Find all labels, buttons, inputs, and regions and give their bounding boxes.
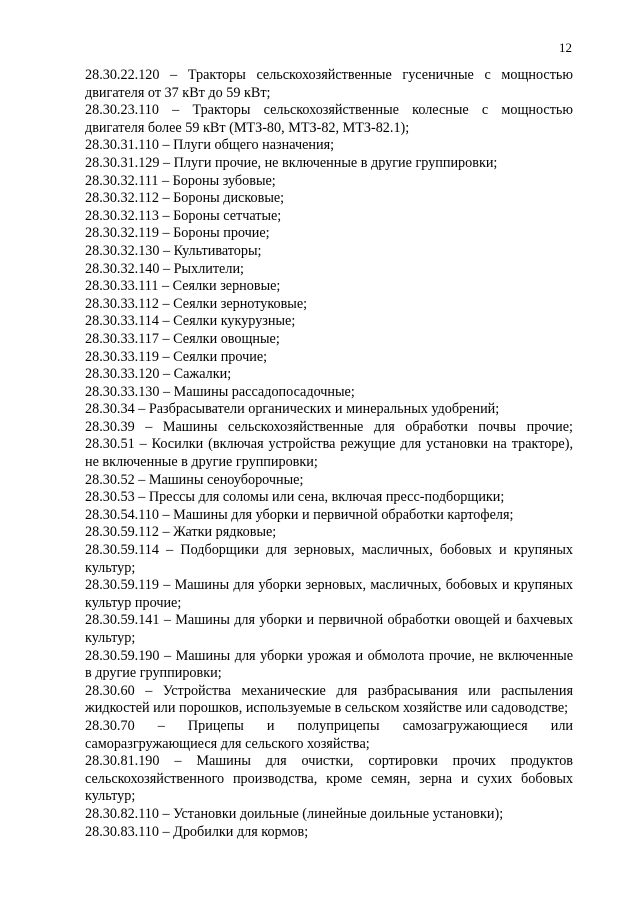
list-item: 28.30.54.110 – Машины для уборки и первичной обработки картофеля; [85,506,514,523]
list-item: 28.30.33.114 – Сеялки кукурузные; [85,313,296,330]
list-item: 28.30.32.140 – Рыхлители; [85,260,244,277]
list-item: 28.30.59.190 – Машины для уборки урожая и обмолота прочие, не включенные в другие группировки; [85,647,573,682]
list-item: 28.30.31.110 – Плуги общего назначения; [85,137,335,154]
list-item: 28.30.51 – Косилки (включая устройства режущие для установки на тракторе), не включенные в другие группировки; [85,436,573,471]
list-item: 28.30.22.120 – Тракторы сельскохозяйственные гусеничные с мощностью двигателя от 37 кВт до 59 кВт; [85,67,573,101]
classifier-list [85,67,573,841]
list-item: 28.30.83.110 – Дробилки для кормов; [85,823,309,840]
list-item: 28.30.82.110 – Установки доильные (линейные доильные установки); [85,805,504,822]
list-item: 28.30.59.114 – Подборщики для зерновых, масличных, бобовых и крупяных культур; [85,542,573,576]
list-item: 28.30.34 – Разбрасыватели органических и минеральных удобрений; [85,401,500,418]
list-item: 28.30.32.119 – Бороны прочие; [85,225,270,242]
list-item: 28.30.33.112 – Сеялки зернотуковые; [85,295,308,312]
list-item: 28.30.23.110 – Тракторы сельскохозяйственные колесные с мощностью двигателя более 59 кВт (МТЗ-80, МТЗ-82, МТЗ-82.1); [85,102,573,136]
list-item: 28.30.53 – Прессы для соломы или сена, включая пресс-подборщики; [85,489,505,506]
list-item: 28.30.33.117 – Сеялки овощные; [85,330,280,347]
list-item: 28.30.81.190 – Машины для очистки, сортировки прочих продуктов сельскохозяйственного производства, кроме семян, зерна и сухих бобовых культур; [85,753,573,805]
list-item: 28.30.32.111 – Бороны зубовые; [85,172,276,189]
list-item: 28.30.32.112 – Бороны дисковые; [85,190,285,207]
list-item: 28.30.32.130 – Культиваторы; [85,242,262,259]
list-item: 28.30.33.120 – Сажалки; [85,366,232,383]
list-item: 28.30.33.111 – Сеялки зерновые; [85,278,281,295]
page-number: 12 [559,40,572,55]
list-item: 28.30.31.129 – Плуги прочие, не включенные в другие группировки; [85,154,498,171]
list-item: 28.30.33.119 – Сеялки прочие; [85,348,268,365]
list-item: 28.30.59.112 – Жатки рядковые; [85,524,277,541]
list-item: 28.30.33.130 – Машины рассадопосадочные; [85,383,355,400]
list-item: 28.30.59.141 – Машины для уборки и первичной обработки овощей и бахчевых культур; [85,612,573,646]
list-item: 28.30.70 – Прицепы и полуприцепы самозагружающиеся или саморазгружающиеся для сельского хозяйства; [85,717,573,752]
list-item: 28.30.52 – Машины сеноуборочные; [85,471,304,488]
list-item: 28.30.32.113 – Бороны сетчатые; [85,207,282,224]
list-item: 28.30.39 – Машины сельскохозяйственные для обработки почвы прочие; [85,418,573,435]
list-item: 28.30.60 – Устройства механические для разбрасывания или распыления жидкостей или порошков, используемые в сельском хозяйстве или садоводстве; [85,682,573,717]
list-item: 28.30.59.119 – Машины для уборки зерновых, масличных, бобовых и крупяных культур прочие; [85,577,573,611]
